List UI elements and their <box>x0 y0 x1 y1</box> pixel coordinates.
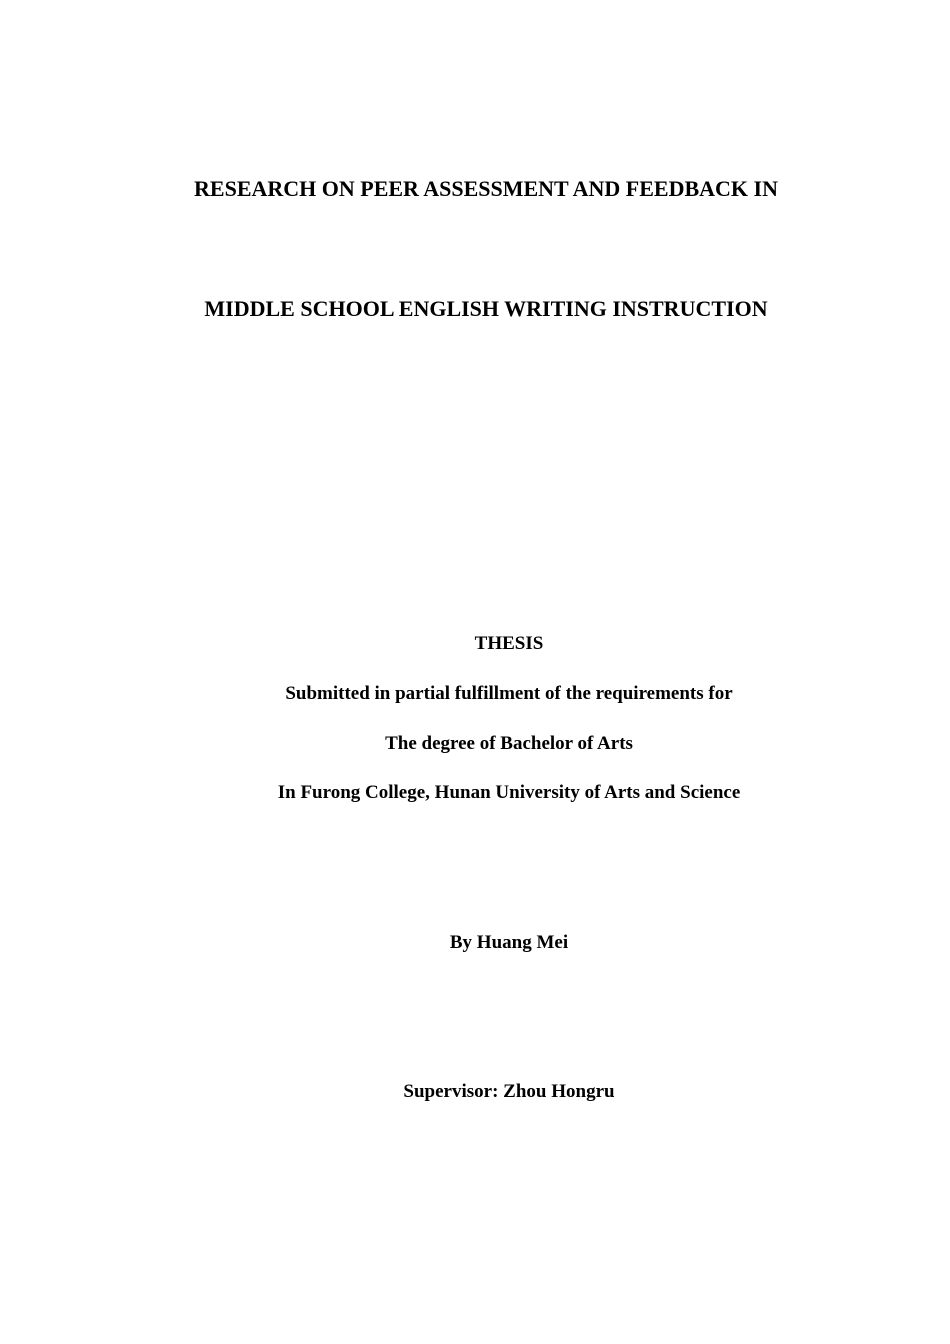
supervisor-line: Supervisor: Zhou Hongru <box>403 1081 615 1102</box>
document-type-label: THESIS <box>474 633 544 654</box>
institution-statement: In Furong College, Hunan University of Arts and Science <box>277 782 741 803</box>
author-line: By Huang Mei <box>449 932 569 953</box>
submission-statement: Submitted in partial fulfillment of the requirements for <box>285 683 733 704</box>
degree-statement: The degree of Bachelor of Arts <box>385 733 633 754</box>
thesis-title-line-2: MIDDLE SCHOOL ENGLISH WRITING INSTRUCTION <box>204 296 768 321</box>
thesis-title-line-1: RESEARCH ON PEER ASSESSMENT AND FEEDBACK IN <box>194 176 778 201</box>
